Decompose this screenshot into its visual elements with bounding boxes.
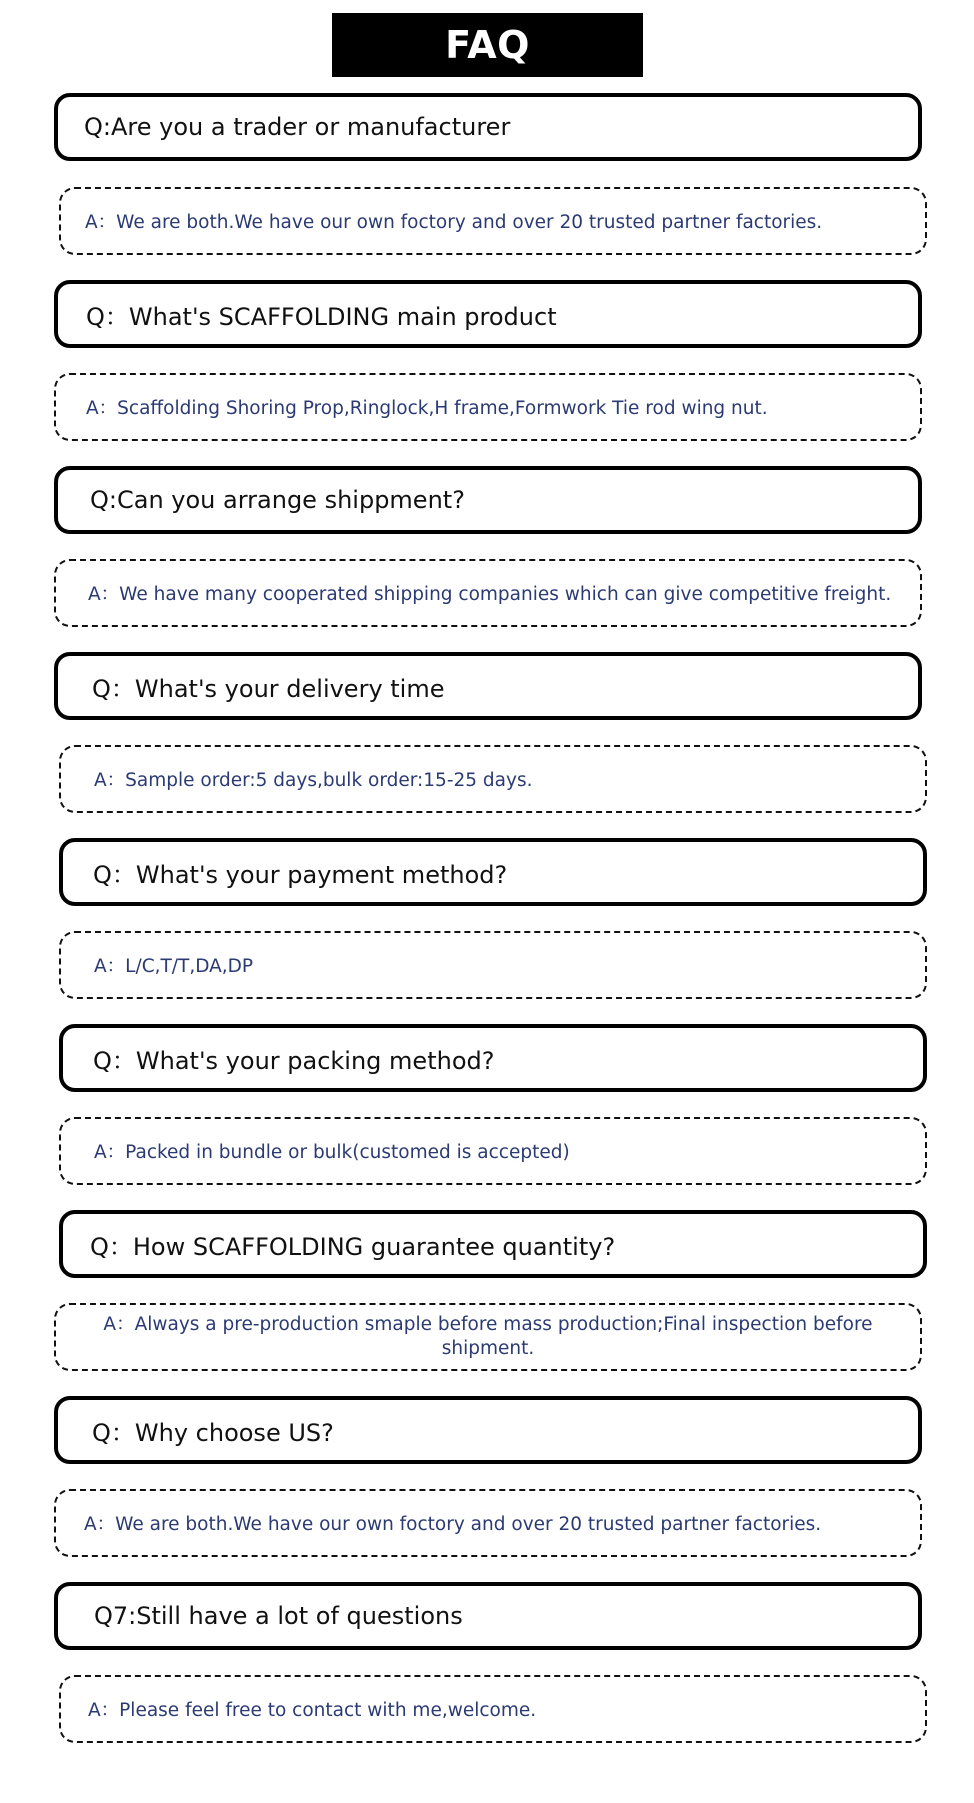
answer-text: A：L/C,T/T,DA,DP <box>94 956 254 977</box>
page-title: FAQ <box>332 13 643 77</box>
faq-question-packing-method <box>59 1024 927 1092</box>
question-text: Q：How SCAFFOLDING guarantee quantity? <box>90 1232 616 1261</box>
faq-answer-packing-method <box>59 1117 927 1185</box>
faq-question-trader-or-manufacturer <box>54 93 922 161</box>
faq-question-more-questions <box>54 1582 922 1650</box>
answer-text: A：Please feel free to contact with me,welcome. <box>88 1700 537 1721</box>
answer-text: A：Scaffolding Shoring Prop,Ringlock,H frame,Formwork Tie rod wing nut. <box>86 398 768 419</box>
question-text: Q：What's your payment method? <box>93 860 508 889</box>
faq-answer-guarantee-quality <box>54 1303 922 1371</box>
faq-question-payment-method <box>59 838 927 906</box>
answer-text: A：We are both.We have our own foctory and over 20 trusted partner factories. <box>84 1514 822 1535</box>
answer-text: A：Packed in bundle or bulk(customed is accepted) <box>94 1142 570 1163</box>
answer-text: A：Sample order:5 days,bulk order:15-25 days. <box>94 770 533 791</box>
faq-answer-more-questions <box>59 1675 927 1743</box>
answer-text: A：Always a pre-production smaple before mass production;Final inspection before shipment. <box>103 1314 873 1359</box>
faq-answer-payment-method <box>59 931 927 999</box>
faq-answer-shipment <box>54 559 922 627</box>
question-text: Q：Why choose US? <box>92 1418 334 1447</box>
question-text: Q7:Still have a lot of questions <box>94 1602 463 1630</box>
faq-question-why-choose-us <box>54 1396 922 1464</box>
answer-text: A：We are both.We have our own foctory and over 20 trusted partner factories. <box>85 212 823 233</box>
faq-question-delivery-time <box>54 652 922 720</box>
faq-question-main-product <box>54 280 922 348</box>
faq-answer-delivery-time <box>59 745 927 813</box>
faq-answer-why-choose-us <box>54 1489 922 1557</box>
question-text: Q：What's your delivery time <box>92 674 445 703</box>
answer-text: A：We have many cooperated shipping companies which can give competitive freight. <box>88 584 892 605</box>
faq-answer-main-product <box>54 373 922 441</box>
question-text: Q:Are you a trader or manufacturer <box>84 113 511 141</box>
question-text: Q:Can you arrange shippment? <box>90 486 465 514</box>
question-text: Q：What's your packing method? <box>93 1046 495 1075</box>
faq-answer-trader-or-manufacturer <box>59 187 927 255</box>
question-text: Q：What's SCAFFOLDING main product <box>86 302 557 331</box>
faq-question-guarantee-quality <box>59 1210 927 1278</box>
faq-question-shipment <box>54 466 922 534</box>
